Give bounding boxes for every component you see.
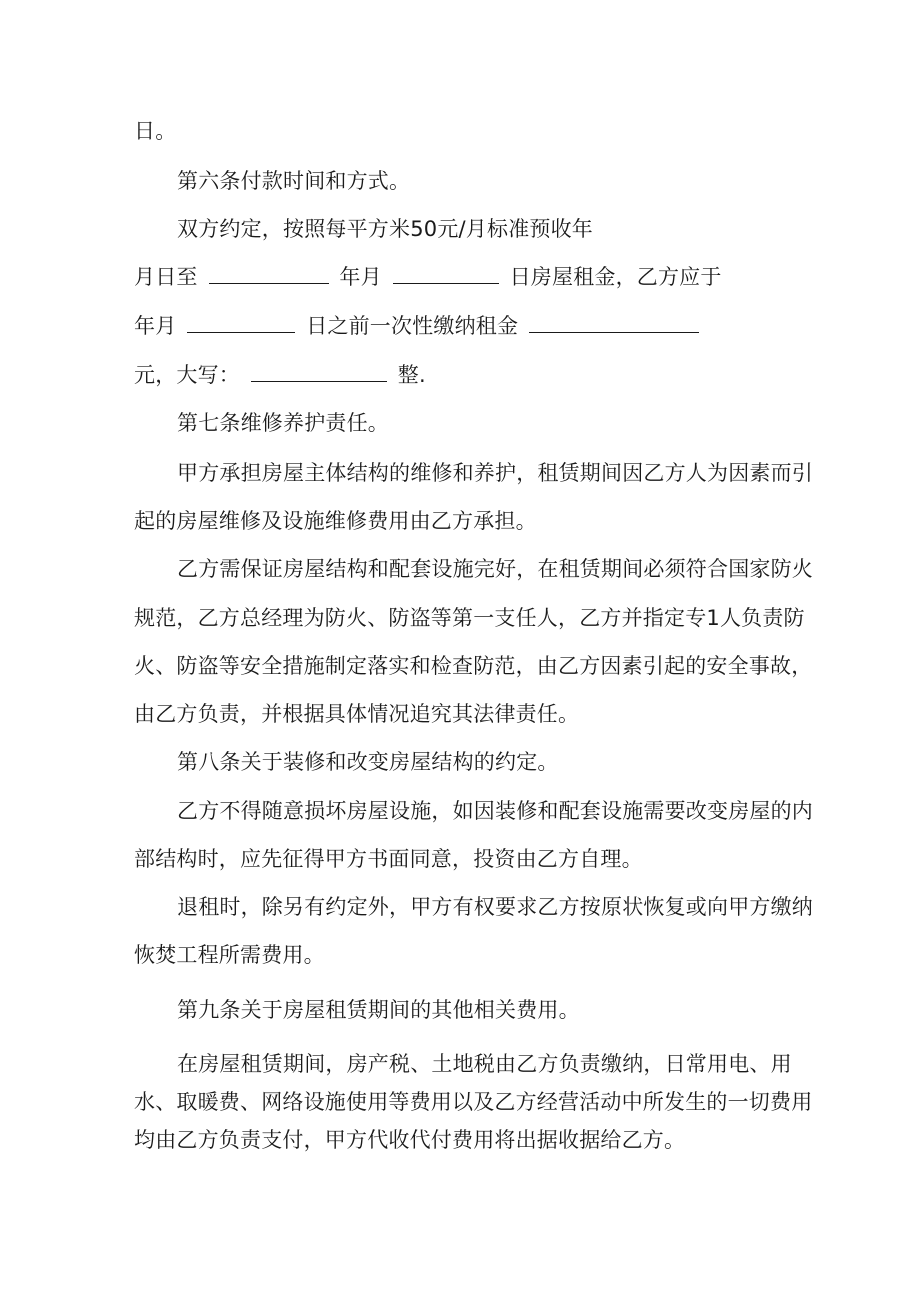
text-line: 乙方不得随意损坏房屋设施，如因装修和配套设施需要改变房屋的内: [177, 799, 813, 823]
text-line: 日。: [134, 119, 177, 143]
article-heading: 第九条关于房屋租赁期间的其他相关费用。: [177, 998, 580, 1022]
article-heading: 第八条关于装修和改变房屋结构的约定。: [177, 750, 559, 774]
text-line: 恢焚工程所需费用。: [134, 943, 325, 967]
text-segment: 月日至: [134, 265, 198, 289]
text-line: 双方约定，按照每平方米50元/月标准预收年: [177, 217, 593, 241]
text-line: 起的房屋维修及设施维修费用由乙方承担。: [134, 509, 537, 533]
text-segment: 日之前一次性缴纳租金: [306, 314, 519, 338]
fill-in-line: [134, 311, 703, 341]
text-segment: 整.: [397, 363, 426, 387]
text-line: 水、取暖费、网络设施使用等费用以及乙方经营活动中所发生的一切费用: [134, 1090, 813, 1114]
blank-field: [251, 361, 387, 382]
text-line: 均由乙方负责支付，甲方代收代付费用将出据收据给乙方。: [134, 1128, 686, 1152]
text-line: 火、防盗等安全措施制定落实和检查防范，由乙方因素引起的安全事故，: [134, 654, 813, 678]
text-line: 部结构时，应先征得甲方书面同意，投资由乙方自理。: [134, 847, 643, 871]
text-line: 退租时，除另有约定外，甲方有权要求乙方按原状恢复或向甲方缴纳: [177, 895, 813, 919]
blank-field: [529, 312, 699, 333]
article-heading: 第六条付款时间和方式。: [177, 169, 411, 193]
text-line: 规范，乙方总经理为防火、防盗等第一支任人，乙方并指定专1人负责防: [134, 606, 805, 630]
text-segment: 年月: [134, 314, 177, 338]
fill-in-line: [134, 360, 426, 390]
text-segment: 年月: [339, 265, 382, 289]
article-heading: 第七条维修养护责任。: [177, 411, 389, 435]
text-segment: 日房屋租金，乙方应于: [509, 265, 722, 289]
text-segment: 元，大写：: [134, 363, 240, 387]
text-line: 乙方需保证房屋结构和配套设施完好，在租赁期间必须符合国家防火: [177, 557, 813, 581]
text-line: 由乙方负责，并根据具体情况追究其法律责任。: [134, 702, 580, 726]
blank-field: [209, 263, 329, 284]
text-line: 在房屋租赁期间，房产税、土地税由乙方负责缴纳，日常用电、用: [177, 1052, 792, 1076]
text-line: 甲方承担房屋主体结构的维修和养护，租赁期间因乙方人为因素而引: [177, 461, 813, 485]
fill-in-line: [134, 262, 722, 292]
blank-field: [393, 263, 499, 284]
blank-field: [187, 312, 295, 333]
